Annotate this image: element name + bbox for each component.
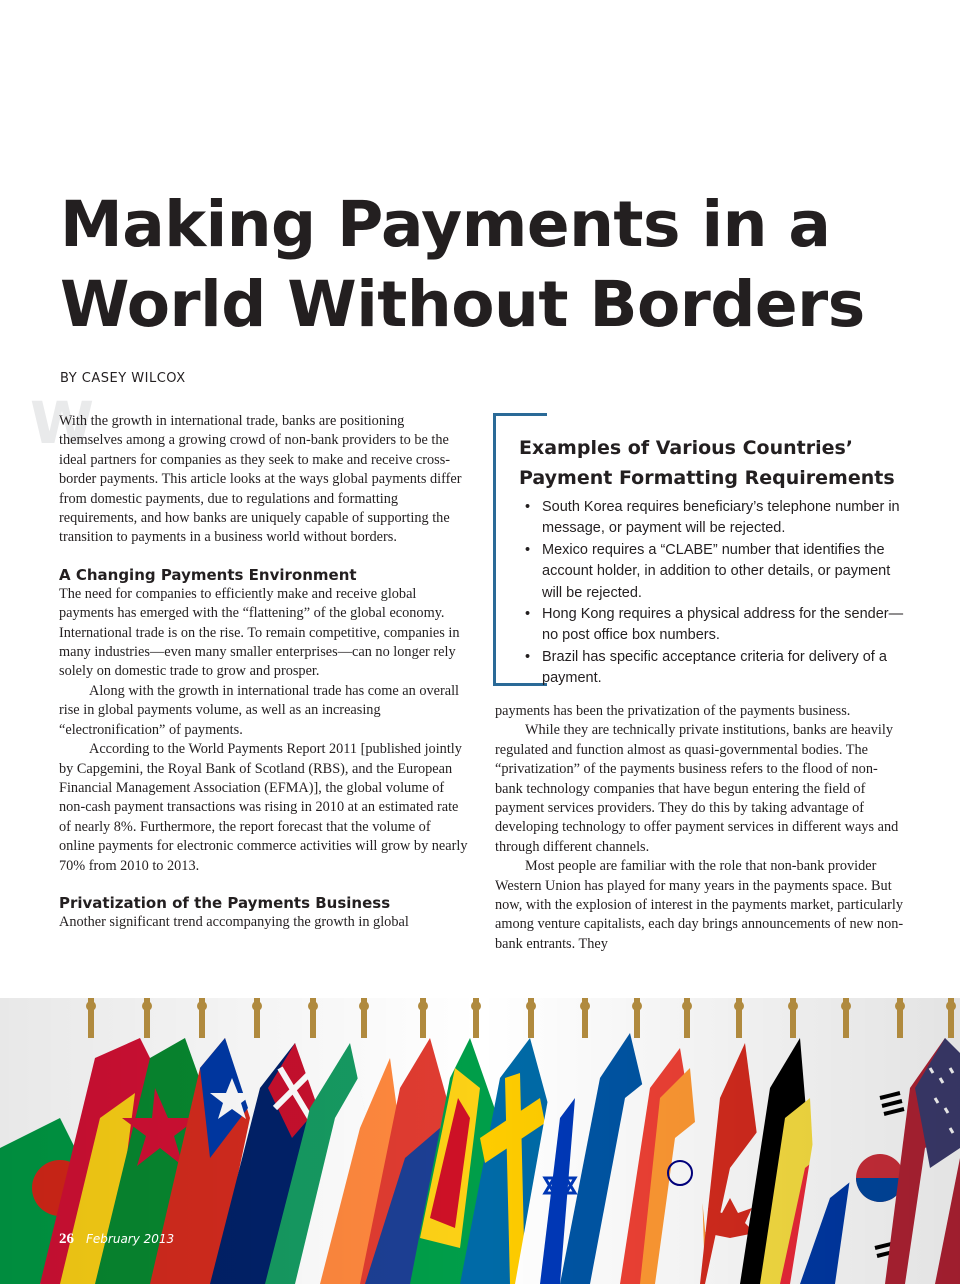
bullet-icon: • bbox=[525, 606, 531, 623]
sidebar-bracket-side bbox=[493, 413, 496, 686]
body-paragraph: According to the World Payments Report 2011 [published jointly by Capgemini, the Royal Bank of Scotland (RBS), and the European Financial Management Association (EFMA)], the global volume of non-cash payment transactions was rising in 2010 at an estimated rate of nearly 8%. Furthermore, the report forecast that the volume of online payments for electronic commerce activities will grow by nearly 70% from 2010 to 2013. bbox=[59, 741, 468, 874]
sidebar-item-text: Hong Kong requires a physical address for the sender—no post office box numbers. bbox=[542, 606, 904, 644]
requirements-sidebar bbox=[493, 413, 913, 686]
sidebar-title-line-1: Examples of Various Countries’ bbox=[519, 437, 854, 459]
sidebar-title bbox=[519, 433, 909, 493]
page-number: 26 bbox=[59, 1231, 74, 1247]
body-paragraph: The need for companies to efficiently make and receive global payments has emerged with the “flattening” of the global economy. International trade is on the rise. To remain competitive, companies in many industries—even many smaller enterprises—can no longer rely solely on domestic trade to grow and prosper. bbox=[59, 585, 460, 680]
sidebar-list bbox=[523, 497, 913, 690]
section-heading-privatization: Privatization of the Payments Business bbox=[59, 893, 391, 912]
body-paragraph: Another significant trend accompanying the growth in global bbox=[59, 913, 409, 930]
sidebar-item-text: Mexico requires a “CLABE” number that identifies the account holder, in addition to other details, or payment will be rejected. bbox=[542, 541, 891, 601]
bullet-icon: • bbox=[525, 499, 531, 515]
bullet-icon: • bbox=[525, 648, 531, 665]
left-column bbox=[59, 412, 469, 932]
dropcap-letter: W bbox=[30, 389, 94, 457]
right-column bbox=[495, 702, 905, 954]
page-footer bbox=[59, 1230, 174, 1248]
sidebar-item-brazil bbox=[523, 647, 913, 690]
lead-paragraph: With the growth in international trade, banks are positioning themselves among a growing crowd of non-bank providers to be the ideal partners for companies as they seek to make and receive cross-border payments. This article looks at the ways global payments differ from domestic payments, due to regulations and formatting requirements, and how banks are uniquely capable of supporting the transition to payments in a business world without borders. bbox=[59, 413, 462, 546]
title-line-2: World Without Borders bbox=[60, 268, 865, 341]
title-line-1: Making Payments in a bbox=[60, 188, 831, 261]
sidebar-item-text: South Korea requires beneficiary’s telephone number in message, or payment will be rejected. bbox=[542, 499, 900, 537]
issue-date: February 2013 bbox=[86, 1232, 175, 1246]
sidebar-item-text: Brazil has specific acceptance criteria for delivery of a payment. bbox=[542, 648, 887, 687]
body-paragraph: Most people are familiar with the role that non-bank provider Western Union has played for many years in the payments space. But now, with the explosion of interest in the payments market, particularly among venture capitalists, each day brings announcements of new non-bank entrants. They bbox=[495, 858, 904, 952]
sidebar-item-south-korea bbox=[523, 497, 913, 540]
byline: BY CASEY WILCOX bbox=[60, 371, 186, 386]
bullet-icon: • bbox=[525, 541, 531, 558]
sidebar-item-mexico bbox=[523, 540, 913, 604]
section-heading-changing-environment: A Changing Payments Environment bbox=[59, 565, 357, 584]
article-title bbox=[60, 185, 920, 345]
sidebar-item-hong-kong bbox=[523, 604, 913, 647]
sidebar-title-line-2: Payment Formatting Requirements bbox=[519, 467, 895, 489]
body-paragraph: payments has been the privatization of the payments business. bbox=[495, 703, 851, 719]
body-paragraph: Along with the growth in international trade has come an overall rise in global payments volume, as well as an increasing “electronification” of payments. bbox=[59, 682, 460, 738]
sidebar-bracket-top bbox=[493, 413, 547, 416]
body-paragraph: While they are technically private institutions, banks are heavily regulated and function almost as quasi-governmental bodies. The “privatization” of the payments business refers to the flood of non-bank technology companies that have begun entering the field of payment services providers. They do this by taking advantage of developing technology to offer payment services in different ways and through different channels. bbox=[495, 722, 899, 855]
